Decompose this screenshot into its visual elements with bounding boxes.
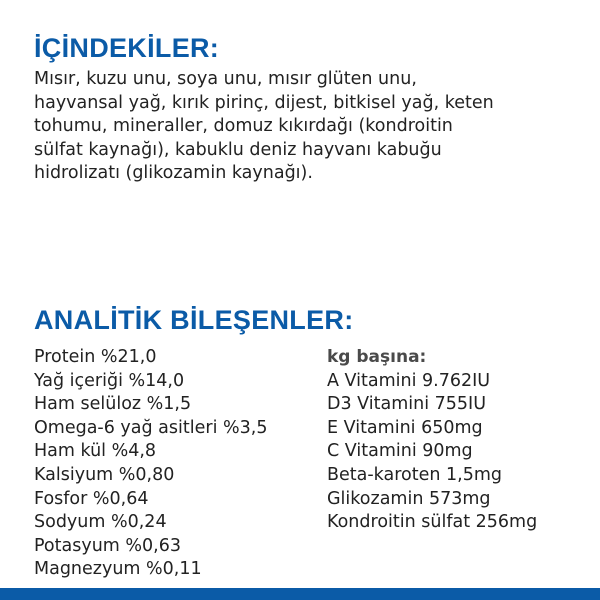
ingredients-line: tohumu, mineraller, domuz kıkırdağı (kondroitin bbox=[34, 116, 453, 136]
list-item: E Vitamini 650mg bbox=[327, 417, 483, 438]
list-item: Glikozamin 573mg bbox=[327, 488, 491, 509]
list-item: D3 Vitamini 755IU bbox=[327, 394, 487, 415]
list-item: Beta-karoten 1,5mg bbox=[327, 464, 503, 485]
ingredients-line: hayvansal yağ, kırık pirinç, dijest, bitkisel yağ, keten bbox=[34, 92, 494, 113]
list-item: Magnezyum %0,11 bbox=[34, 559, 202, 580]
list-item: Ham selüloz %1,5 bbox=[34, 394, 192, 415]
bottom-accent-bar bbox=[0, 588, 600, 600]
list-item: C Vitamini 90mg bbox=[327, 441, 473, 462]
list-item: Sodyum %0,24 bbox=[34, 512, 167, 533]
list-item: Kalsiyum %0,80 bbox=[34, 464, 175, 485]
analytics-right-list bbox=[327, 346, 537, 535]
analytics-left-list bbox=[34, 346, 267, 582]
list-item: Omega-6 yağ asitleri %3,5 bbox=[34, 417, 268, 438]
ingredients-line: hidrolizatı (glikozamin kaynağı). bbox=[34, 163, 313, 183]
list-item: Ham kül %4,8 bbox=[34, 441, 157, 462]
list-item: Yağ içeriği %14,0 bbox=[34, 370, 185, 391]
ingredients-heading: İÇİNDEKİLER: bbox=[34, 33, 220, 63]
list-item: Protein %21,0 bbox=[34, 347, 157, 367]
analytics-heading: ANALİTİK BİLEŞENLER: bbox=[34, 305, 354, 335]
list-item: A Vitamini 9.762IU bbox=[327, 370, 491, 391]
ingredients-text bbox=[34, 68, 574, 186]
ingredients-line: sülfat kaynağı), kabuklu deniz hayvanı kabuğu bbox=[34, 139, 442, 160]
list-item: Fosfor %0,64 bbox=[34, 488, 149, 509]
list-item: Kondroitin sülfat 256mg bbox=[327, 512, 538, 533]
list-item: Potasyum %0,63 bbox=[34, 535, 181, 556]
ingredients-line: Mısır, kuzu unu, soya unu, mısır glüten unu, bbox=[34, 69, 417, 89]
per-kg-subheading: kg başına: bbox=[327, 347, 427, 367]
